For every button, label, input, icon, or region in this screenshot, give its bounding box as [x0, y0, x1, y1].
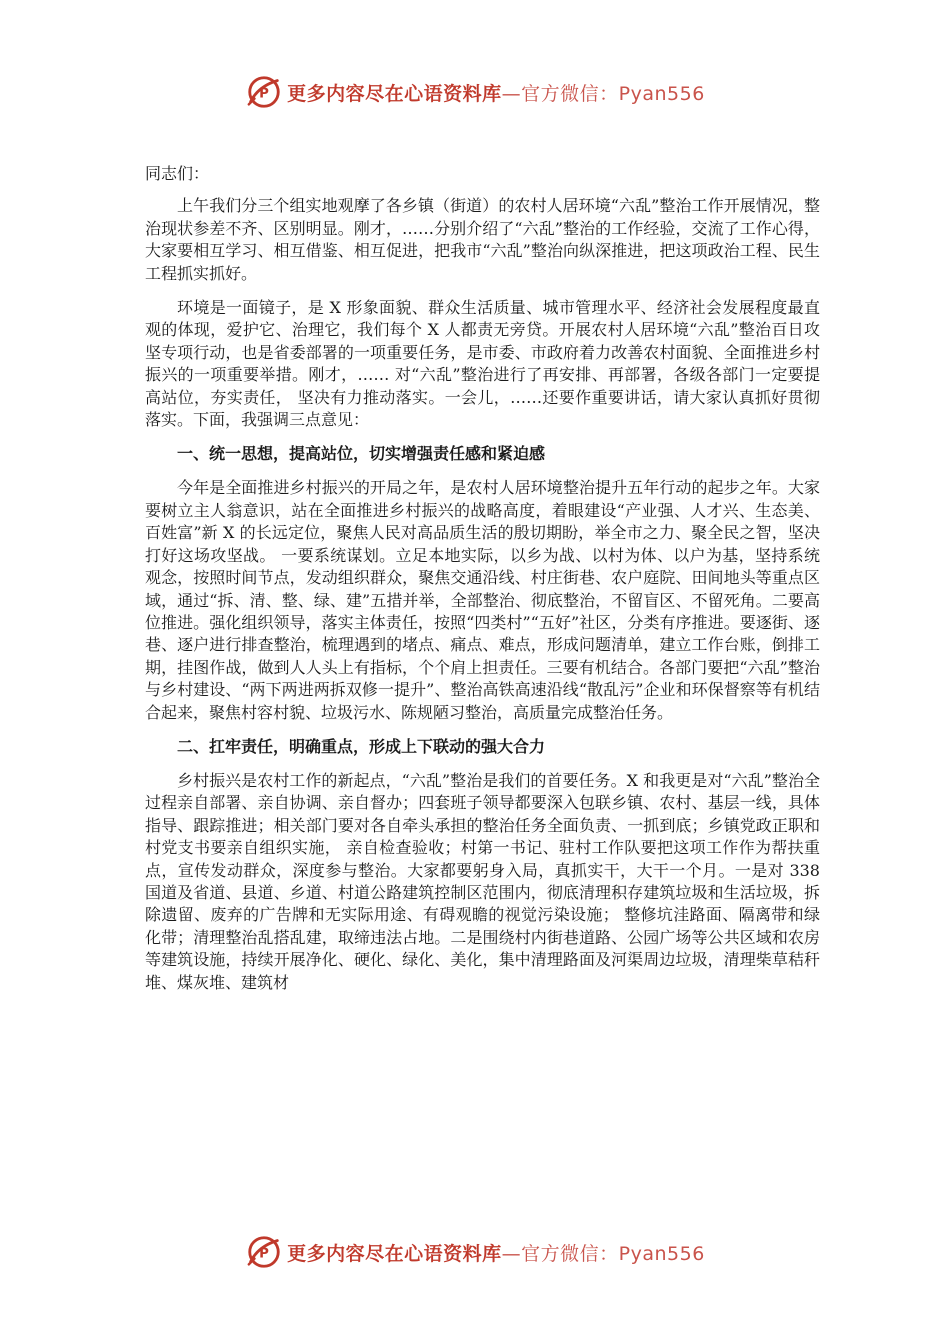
paragraph-1: 上午我们分三个组实地观摩了各乡镇（街道）的农村人居环境“六乱”整治工作开展情况，整治现状参差不齐、区别明显。刚才，……分别介绍了“六乱”整治的工作经验，交流了工作心得，大家要相互学习、相互借鉴、相互促进，把我市“六乱”整治向纵深推进，把这项政治工程、民生工程抓实抓好。 — [145, 196, 820, 283]
paragraph-2: 环境是一面镜子，是 X 形象面貌、群众生活质量、城市管理水平、经济社会发展程度最直观的体现，爱护它、治理它，我们每个 X 人都责无旁贷。开展农村人居环境“六乱”整治百日攻坚专项行动，也是省委部署的一项重要任务，是市委、市政府着力改善农村面貌、全面推进乡村振兴的一项重要举措。刚才，…… 对“六乱”整治进行了再安排、再部署，各级各部门一定要提高站位，夯实责任， 坚决有力推动落实。一会儿，……还要作重要讲话，请大家认真抓好贯彻落实。下面，我强调三点意见： — [145, 298, 820, 430]
banner-main-text: 更多内容尽在心语资料库 — [287, 82, 502, 105]
banner-text — [287, 79, 705, 106]
banner-main-text: 更多内容尽在心语资料库 — [287, 1242, 502, 1265]
header-banner — [0, 72, 950, 112]
footer-banner — [0, 1232, 950, 1272]
paragraph-4: 乡村振兴是农村工作的新起点，“六乱”整治是我们的首要任务。X 和我更是对“六乱”整治全过程亲自部署、亲自协调、亲自督办；四套班子领导都要深入包联乡镇、农村、基层一线，具体指导、跟踪推进；相关部门要对各自牵头承担的整治任务全面负责、一抓到底；乡镇党政正职和村党支书要亲自组织实施， 亲自检查验收；村第一书记、驻村工作队要把这项工作作为帮扶重点，宣传发动群众，深度参与整治。大家都要躬身入局，真抓实干，大干一个月。一是对 338 国道及省道、县道、乡道、村道公路建筑控制区范围内，彻底清理积存建筑垃圾和生活垃圾，拆除遗留、废弃的广告牌和无实际用途、有碍观瞻的视觉污染设施； 整修坑洼路面、隔离带和绿化带；清理整治乱搭乱建，取缔违法占地。二是围绕村内街巷道路、公园广场等公共区域和农房等建筑设施，持续开展净化、硬化、绿化、美化，集中清理路面及河渠周边垃圾，清理柴草秸秆堆、煤灰堆、建筑材 — [145, 770, 820, 992]
section-heading-1: 一、统一思想，提高站位，切实增强责任感和紧迫感 — [177, 444, 546, 464]
section-heading-2: 二、扛牢责任，明确重点，形成上下联动的强大合力 — [177, 736, 546, 756]
salutation: 同志们： — [145, 164, 210, 183]
banner-text — [287, 1239, 705, 1266]
pen-logo-icon — [245, 1233, 283, 1271]
paragraph-3: 今年是全面推进乡村振兴的开局之年，是农村人居环境整治提升五年行动的起步之年。大家要树立主人翁意识，站在全面推进乡村振兴的战略高度，着眼建设“产业强、人才兴、生态美、百姓富”新 X 的长远定位，聚焦人民对高品质生活的殷切期盼，举全市之力、聚全民之智，坚决打好这场攻坚战。 一要系统谋划。立足本地实际，以乡为战、以村为体、以户为基，坚持系统观念，按照时间节点，发动组织群众，聚焦交通沿线、村庄街巷、农户庭院、田间地头等重点区域，通过“拆、清、整、绿、建”五措并举，全部整治、彻底整治，不留盲区、不留死角。二要高位推进。强化组织领导，落实主体责任，按照“四类村”“五好”社区，分类有序推进。要逐街、逐巷、逐户进行排查整治，梳理遇到的堵点、痛点、难点，形成问题清单，建立工作台账，倒排工期，挂图作战，做到人人头上有指标，个个肩上担责任。三要有机结合。各部门要把“六乱”整治与乡村建设、“两下两进两拆双修一提升”、整治高铁高速沿线“散乱污”企业和环保督察等有机结合起来，聚焦村容村貌、垃圾污水、陈规陋习整治，高质量完成整治任务。 — [145, 478, 820, 722]
banner-dash: — — [501, 82, 522, 105]
logo-letter: P — [259, 1246, 270, 1262]
banner-dash: — — [501, 1242, 522, 1265]
logo-letter: P — [259, 86, 270, 102]
pen-logo-icon — [245, 73, 283, 111]
banner-wechat-text: 官方微信：Pyan556 — [521, 82, 705, 105]
document-body — [145, 163, 820, 1006]
banner-wechat-text: 官方微信：Pyan556 — [521, 1242, 705, 1265]
